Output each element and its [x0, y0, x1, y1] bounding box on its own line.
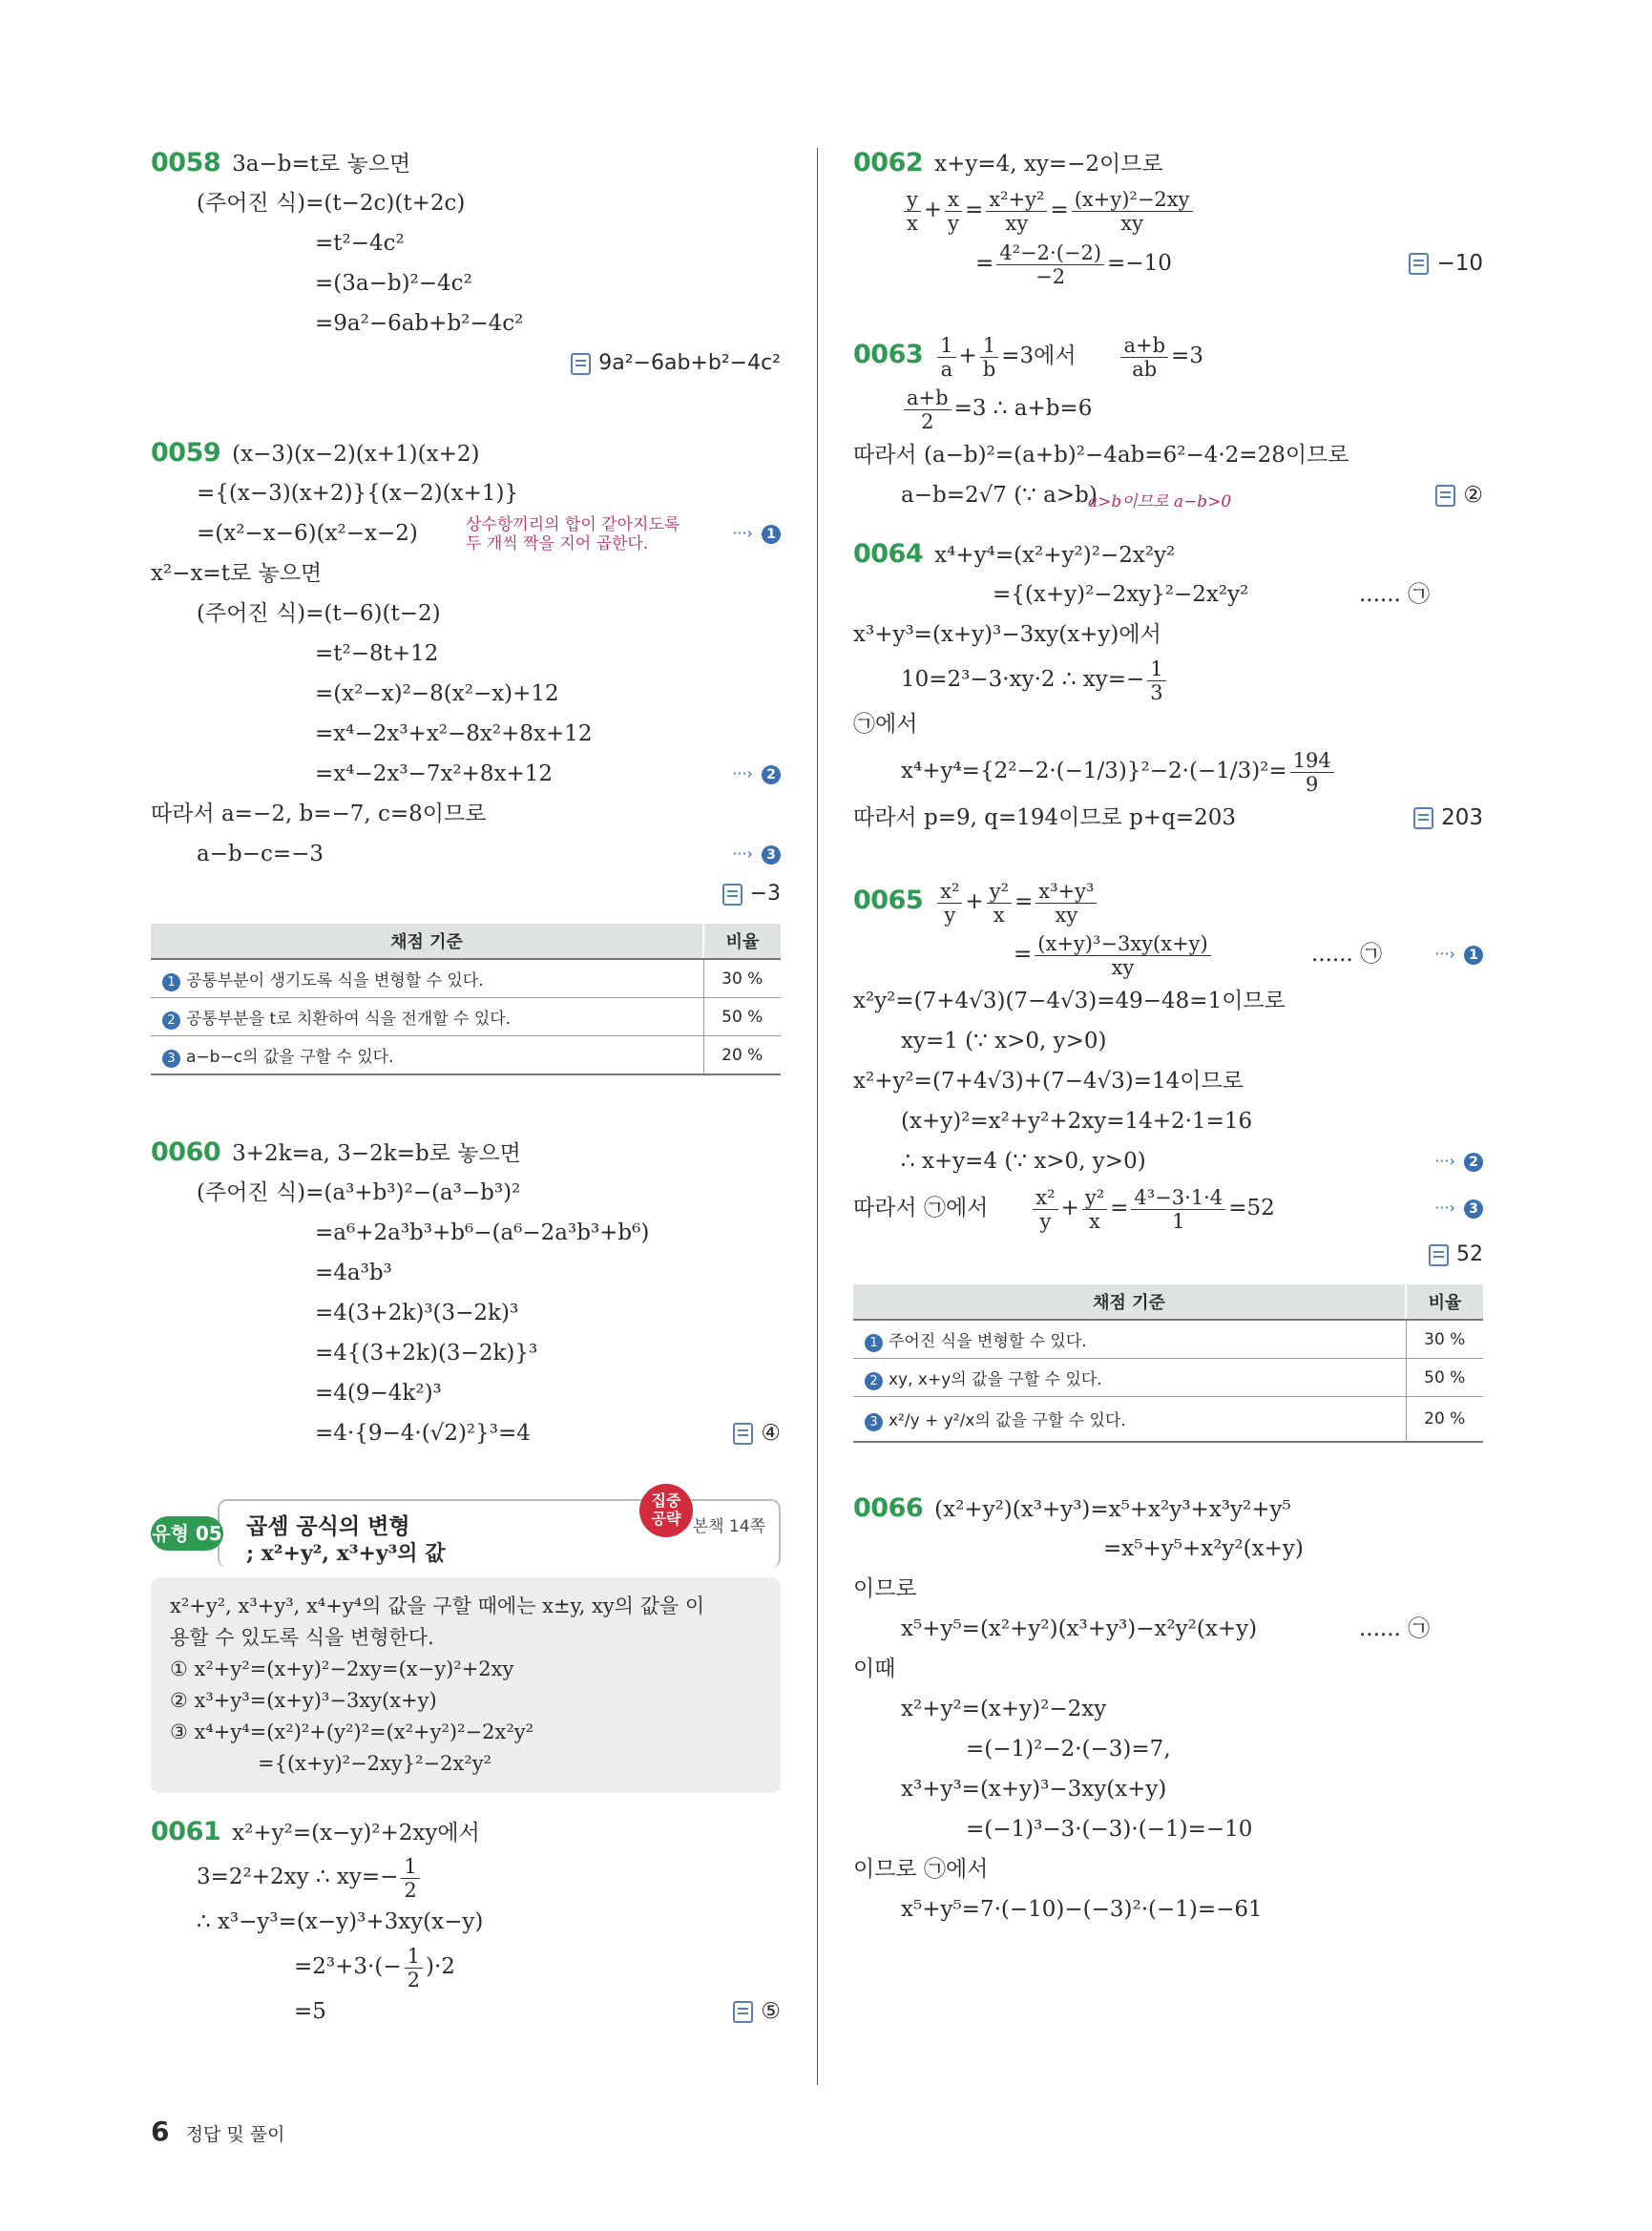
problem-0062 — [853, 143, 1483, 290]
answer — [853, 1235, 1483, 1275]
solution-line: =(3a−b)²−4c² — [315, 271, 472, 296]
problem-0066 — [853, 1489, 1483, 1929]
solution-line: =(x²−x)²−8(x²−x)+12 — [315, 681, 559, 706]
solution-line: (주어진 식)=(t−6)(t−2) — [197, 601, 441, 626]
footer-label: 정답 및 풀이 — [185, 2124, 285, 2145]
problem-number: 0061 — [151, 1817, 221, 1846]
solution-line: =4(3+2k)³(3−2k)³ — [315, 1301, 519, 1325]
solution-line: =4·{9−4·(√2)²}³=4 ④ — [151, 1413, 781, 1453]
solution-line: =x⁴−2x³−7x²+8x+12 ···› 2 — [151, 754, 781, 794]
solution-line: xy=1 (∵ x>0, y>0) — [901, 1029, 1107, 1053]
solution-line: 이므로 ㉠에서 — [853, 1857, 989, 1882]
answer: ④ — [733, 1413, 781, 1453]
solution-line: =t²−4c² — [315, 231, 405, 256]
annotation-note: a>b이므로 a−b>0 — [1088, 492, 1232, 511]
solution-line: x⁵+y⁵=(x²+y²)(x³+y³)−x²y²(x+y) ...... ㉠ — [901, 1616, 1431, 1641]
solution-line: =4a³b³ — [315, 1261, 392, 1285]
answer-icon — [571, 353, 591, 375]
tip-line: ② x³+y³=(x+y)³−3xy(x+y) — [170, 1689, 437, 1712]
problem-number: 0060 — [151, 1137, 221, 1167]
answer: −10 — [1409, 237, 1483, 290]
table-row: 3 a−b−c의 값을 구할 수 있다. 20 % — [151, 1036, 781, 1075]
solution-line: x²y²=(7+4√3)(7−4√3)=49−48=1이므로 — [853, 989, 1286, 1013]
tip-line: 용할 수 있도록 식을 변형한다. — [170, 1626, 434, 1649]
table-row: 2 공통부분을 t로 치환하여 식을 전개할 수 있다. 50 % — [151, 998, 781, 1036]
solution-line: a−b−c=−3 ···› 3 — [151, 834, 781, 874]
solution-line: =x⁴−2x³+x²−8x²+8x+12 — [315, 721, 593, 746]
problem-number: 0066 — [853, 1493, 924, 1523]
solution-line: 3+2k=a, 3−2k=b로 놓으면 — [232, 1141, 521, 1166]
solution-line: a−b=2√7 (∵ a>b) ② — [853, 475, 1483, 515]
focus-badge: 집중 공략 — [639, 1484, 693, 1537]
table-header: 채점 기준 — [853, 1284, 1406, 1320]
answer-icon — [1413, 807, 1433, 829]
grading-table — [151, 924, 781, 1075]
solution-line: = $\frac{\text{4²−2·(−2)}}{-2}$ =−10 −10 — [853, 237, 1483, 290]
solution-line: =9a²−6ab+b²−4c² — [315, 311, 524, 336]
solution-line: (x²+y²)(x³+y³)=x⁵+x²y³+x³y²+y⁵ — [934, 1497, 1291, 1522]
table-row: 1 공통부분이 생기도록 식을 변형할 수 있다. 30 % — [151, 959, 781, 998]
solution-line: x⁴+y⁴=(x²+y²)²−2x²y² — [934, 543, 1176, 568]
tip-line: ={(x+y)²−2xy}²−2x²y² — [258, 1752, 492, 1775]
type-badge: 유형 05 — [151, 1516, 223, 1551]
answer: ② — [1435, 475, 1483, 515]
answer-icon — [733, 1423, 753, 1445]
problem-number: 0063 — [853, 340, 924, 369]
answer-icon — [1435, 485, 1455, 507]
problem-0059 — [151, 433, 781, 1075]
solution-line: $\frac{y}{x}$ + $\frac{x}{y}$ = $\frac{\text{x²+y²}}{xy}$ = $\frac{\text{(x+y)²−2xy}}{xy}$ — [853, 183, 1483, 237]
solution-line: =(−1)²−2·(−3)=7, — [966, 1737, 1171, 1762]
answer-icon — [722, 884, 742, 906]
step-marker-2: ···› 2 — [1434, 1141, 1483, 1181]
answer-value: −3 — [749, 882, 781, 906]
solution-line: 3=2²+2xy ∴ xy=− $\frac{1}{2}$ — [151, 1852, 781, 1902]
grading-table — [853, 1284, 1483, 1443]
problem-0061 — [151, 1812, 781, 2032]
solution-line: (x−3)(x−2)(x+1)(x+2) — [232, 442, 480, 467]
solution-line: (주어진 식)=(t−2c)(t+2c) — [197, 191, 466, 216]
answer: ⑤ — [733, 1991, 781, 2032]
solution-line: x+y=4, xy=−2이므로 — [934, 152, 1163, 177]
tip-line: ① x²+y²=(x+y)²−2xy=(x−y)²+2xy — [170, 1658, 514, 1680]
solution-line: 따라서 a=−2, b=−7, c=8이므로 — [151, 802, 487, 826]
solution-line: =4(9−4k²)³ — [315, 1381, 442, 1406]
problem-number: 0062 — [853, 148, 924, 177]
table-row: 2 xy, x+y의 값을 구할 수 있다. 50 % — [853, 1359, 1483, 1397]
solution-line: x²+y²=(x−y)²+2xy에서 — [232, 1821, 480, 1845]
solution-line: ={(x−3)(x+2)}{(x−2)(x+1)} — [197, 481, 519, 506]
problem-0060 — [151, 1133, 781, 1453]
table-row: 1 주어진 식을 변형할 수 있다. 30 % — [853, 1320, 1483, 1359]
solution-line: =(x²−x−6)(x²−x−2) 상수항끼리의 합이 같아지도록 두 개씩 짝을 지어 곱한다. ···› 1 — [151, 513, 781, 553]
solution-line: $\frac{a+b}{2}$ =3 ∴ a+b=6 — [853, 382, 1483, 435]
solution-line: x⁵+y⁵=7·(−10)−(−3)²·(−1)=−61 — [901, 1897, 1263, 1922]
step-marker-3: ···› 3 — [1434, 1181, 1483, 1235]
solution-line: 0065 $\frac{\text{x²}}{y}$ + $\frac{\text{y²}}{x}$ = $\frac{\text{x³+y³}}{xy}$ — [853, 874, 1483, 928]
table-header: 채점 기준 — [151, 924, 703, 959]
table-row: 3 x²/y + y²/x의 값을 구할 수 있다. 20 % — [853, 1397, 1483, 1443]
solution-line: =x⁵+y⁵+x²y²(x+y) — [1103, 1536, 1304, 1561]
solution-line: 3a−b=t로 놓으면 — [232, 152, 411, 177]
solution-line: 이므로 — [853, 1576, 917, 1601]
page-footer — [151, 2116, 284, 2147]
problem-number: 0058 — [151, 148, 221, 177]
problem-0065 — [853, 874, 1483, 1443]
solution-line: =5 ⑤ — [151, 1991, 781, 2032]
type-subtitle: ; x²+y², x³+y³의 값 — [246, 1541, 446, 1566]
solution-line: x²+y²=(x+y)²−2xy — [901, 1697, 1107, 1721]
solution-line: 따라서 (a−b)²=(a+b)²−4ab=6²−4·2=28이므로 — [853, 443, 1349, 468]
textbook-reference: 본책 14쪽 — [692, 1517, 765, 1536]
solution-line: ∴ x+y=4 (∵ x>0, y>0) ···› 2 — [853, 1141, 1483, 1181]
solution-line: 이때 — [853, 1657, 896, 1681]
answer: 203 — [1413, 798, 1483, 838]
page-number: 6 — [151, 2116, 170, 2147]
solution-line: x⁴+y⁴={2²−2·(−1/3)}²−2·(−1/3)²= $\frac{194}{9}$ — [853, 744, 1483, 798]
solution-line: x²+y²=(7+4√3)+(7−4√3)=14이므로 — [853, 1069, 1244, 1094]
answer-icon — [733, 2001, 753, 2023]
solution-line: = $\frac{\text{(x+y)³−3xy(x+y)}}{xy}$ ...... ㉠ ···› 1 — [853, 928, 1483, 981]
solution-line: 10=2³−3·xy·2 ∴ xy=− $\frac{1}{3}$ — [853, 655, 1483, 704]
solution-line: (주어진 식)=(a³+b³)²−(a³−b³)² — [197, 1180, 521, 1205]
problem-0063 — [853, 328, 1483, 515]
solution-line: x³+y³=(x+y)³−3xy(x+y) — [901, 1777, 1167, 1802]
problem-number: 0065 — [853, 886, 924, 915]
solution-line: =2³+3·(− $\frac{1}{2}$ )·2 — [294, 1944, 455, 1991]
column-divider — [817, 148, 818, 2085]
solution-line: ={(x+y)²−2xy}²−2x²y² ...... ㉠ — [993, 582, 1431, 607]
solution-line: ∴ x³−y³=(x−y)³+3xy(x−y) — [197, 1909, 484, 1934]
table-header: 비율 — [1406, 1284, 1483, 1320]
answer-icon — [1429, 1244, 1449, 1266]
solution-line: x³+y³=(x+y)³−3xy(x+y)에서 — [853, 622, 1161, 647]
step-marker-3: ···› 3 — [732, 834, 781, 874]
step-marker-1: ···› 1 — [1434, 928, 1483, 981]
solution-line: 0063 $\frac{1}{a}$ + $\frac{1}{b}$ =3에서 $\frac{a+b}{ab}$ =3 — [853, 333, 1203, 381]
solution-line: =a⁶+2a³b³+b⁶−(a⁶−2a³b³+b⁶) — [315, 1220, 650, 1245]
solution-line: =4{(3+2k)(3−2k)}³ — [315, 1341, 538, 1366]
type-05-header — [151, 1491, 781, 1568]
solution-line: 따라서 ㉠에서 $\frac{\text{x²}}{y}$ + $\frac{\text{y²}}{x}$ = $\frac{\text{4³−3·1·4}}{1}$ =52 ···› 3 — [853, 1181, 1483, 1235]
step-marker-1: ···› 1 — [732, 513, 781, 553]
solution-line: (x+y)²=x²+y²+2xy=14+2·1=16 — [901, 1109, 1253, 1134]
solution-line: =(−1)³−3·(−3)·(−1)=−10 — [966, 1817, 1253, 1842]
solution-line: =t²−8t+12 — [315, 641, 439, 666]
answer-value: 9a²−6ab+b²−4c² — [598, 351, 781, 375]
answer-value: 52 — [1456, 1242, 1483, 1266]
solution-line: ㉠에서 — [853, 712, 918, 737]
solution-line: x²−x=t로 놓으면 — [151, 561, 323, 586]
left-column — [151, 143, 781, 2032]
type-title: 곱셈 공식의 변형 — [246, 1514, 410, 1539]
problem-0064 — [853, 534, 1483, 838]
solution-line: 따라서 p=9, q=194이므로 p+q=203 203 — [853, 798, 1483, 838]
annotation-note: 상수항끼리의 합이 같아지도록 두 개씩 짝을 지어 곱한다. — [466, 515, 680, 553]
tip-line: x²+y², x³+y³, x⁴+y⁴의 값을 구할 때에는 x±y, xy의 값을 이 — [170, 1595, 705, 1617]
answer-icon — [1409, 253, 1429, 275]
answer — [151, 344, 781, 384]
problem-number: 0059 — [151, 438, 221, 468]
answer — [151, 874, 781, 914]
table-header: 비율 — [703, 924, 781, 959]
tip-line: ③ x⁴+y⁴=(x²)²+(y²)²=(x²+y²)²−2x²y² — [170, 1720, 534, 1743]
problem-0058 — [151, 143, 781, 384]
right-column — [853, 143, 1483, 1929]
step-marker-2: ···› 2 — [732, 754, 781, 794]
problem-number: 0064 — [853, 539, 924, 569]
tip-box — [151, 1577, 781, 1793]
